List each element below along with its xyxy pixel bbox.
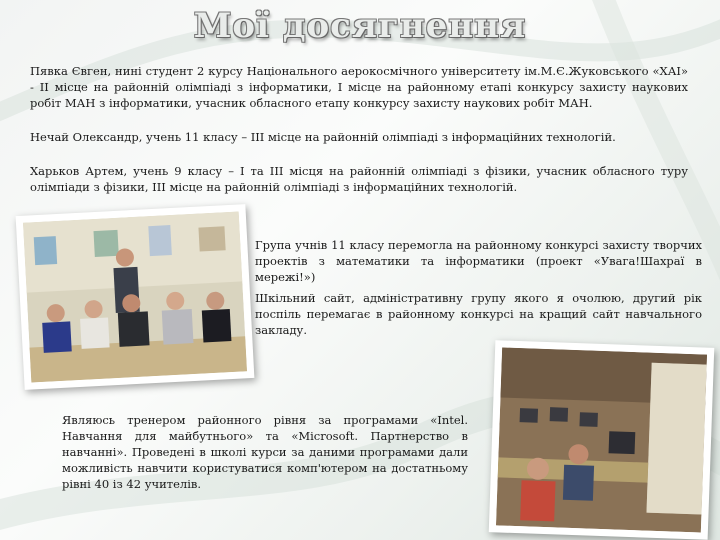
achievement-paragraph-2: Нечай Олександр, учень 11 класу – ІІІ місце на районній олімпіаді з інформаційних технологій. <box>30 130 616 144</box>
achievement-paragraph-6: Являюсь тренером районного рівня за програмами «Intel. Навчання для майбутнього» та «Microsoft. Партнерство в навчанні». Проведені в школі курси за даними програмами дали можливість навчити користуватися комп'ютером на достатньому рівні 40 із 42 учителів. <box>62 413 468 491</box>
page-title: Мої досягнення <box>193 6 527 46</box>
group-photo <box>23 211 247 382</box>
achievement-paragraph-3: Харьков Артем, учень 9 класу – І та ІІІ місця на районній олімпіаді з фізики, учасник обласного туру олімпіади з фізики, ІІІ місце на районній олімпіаді з інформаційних технологій. <box>30 164 688 194</box>
computer-class-photo <box>496 347 707 532</box>
achievement-paragraph-1: Пявка Євген, нині студент 2 курсу Національного аерокосмічного університету ім.М.Є.Жуковського «ХАІ» - ІІ місце на районній олімпіаді з інформатики, І місце на районному етапі конкурсу захисту наукових робіт МАН з інформатики, учасник обласного етапу конкурсу захисту наукових робіт МАН. <box>30 64 688 110</box>
computer-class-photo-frame <box>489 340 715 540</box>
group-photo-frame <box>16 204 255 390</box>
achievement-paragraph-4: Група учнів 11 класу перемогла на районному конкурсі захисту творчих проектів з математики та інформатики (проект «Увага!Шахраї в мережі!») <box>255 238 702 284</box>
achievement-paragraph-5: Шкільний сайт, адміністративну групу якого я очолюю, другий рік поспіль перемагає в районному конкурсі на кращий сайт навчального закладу. <box>255 291 702 337</box>
